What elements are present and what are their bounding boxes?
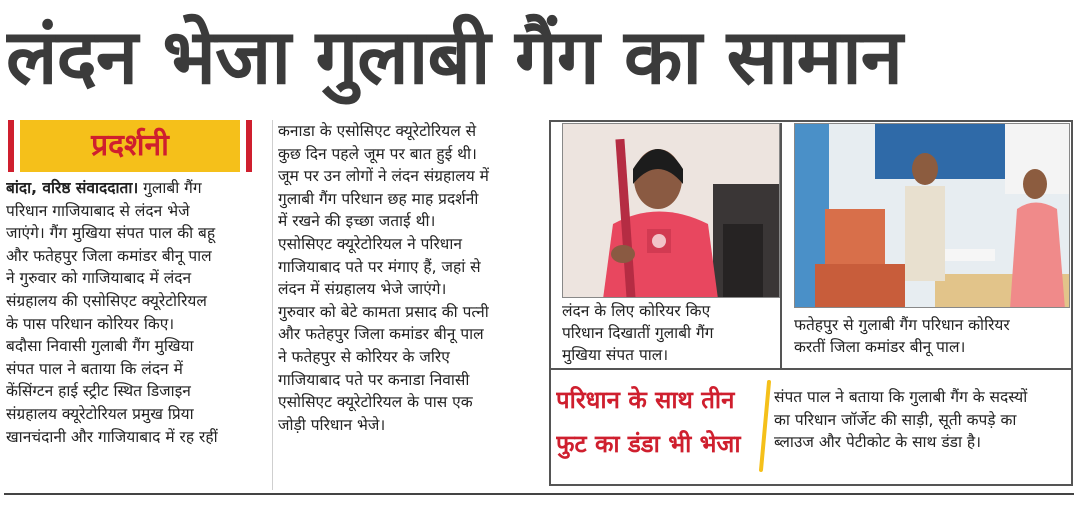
caption-line: करतीं जिला कमांडर बीनू पाल। [794, 338, 966, 356]
column-line: कनाडा के एसोसिएट क्यूरेटोरियल से [278, 122, 477, 140]
article-column-2 [278, 120, 538, 490]
photo-courier-office [794, 123, 1070, 308]
column-line: और फतेहपुर जिला कमांडर बीनू पाल [278, 325, 484, 344]
column-line [6, 177, 268, 200]
inset-heading [556, 378, 756, 474]
column-line: में रखने की इच्छा जताई थी। [278, 212, 436, 231]
column-line: ने गुरुवार को गाजियाबाद में लंदन [6, 269, 192, 288]
column-line: गुलाबी गैंग परिधान छह माह प्रदर्शनी [278, 189, 479, 208]
column-line: परिधान गाजियाबाद से लंदन भेजे [6, 201, 190, 220]
inset-divider [551, 368, 1071, 370]
yellow-slash-icon [756, 380, 772, 472]
column-text: गुलाबी गैंग [143, 179, 202, 197]
column-line: गुरुवार को बेटे कामता प्रसाद की पत्नी [278, 302, 489, 321]
column-line: संग्रहालय की एसोसिएट क्यूरेटोरियल [6, 291, 207, 310]
column-line: ने फतेहपुर से कोरियर के जरिए [278, 347, 450, 366]
kicker-bar-right [246, 120, 252, 172]
column-line: एसोसिएट क्यूरेटोरियल के पास एक [278, 393, 473, 412]
section-kicker [8, 120, 252, 172]
bottom-rule [4, 493, 1074, 495]
column-line: कुछ दिन पहले जूम पर बात हुई थी। [278, 144, 477, 163]
article-column-1 [6, 177, 268, 487]
column-line: संग्रहालय क्यूरेटोरियल प्रमुख प्रिया [6, 404, 194, 423]
column-divider [272, 120, 273, 490]
photo2-caption [794, 314, 1070, 360]
caption-line: परिधान दिखातीं गुलाबी गैंग [562, 324, 714, 342]
inset-line: ब्लाउज और पेटीकोट के साथ डंडा है। [774, 433, 982, 452]
column-line: संपत पाल ने बताया कि लंदन में [6, 359, 183, 378]
column-line: गाजियाबाद पते पर कनाडा निवासी [278, 370, 470, 389]
dateline: बांदा, वरिष्ठ संवाददाता। [6, 179, 139, 197]
headline: लंदन भेजा गुलाबी गैंग का सामान [6, 12, 902, 101]
column-line: एसोसिएट क्यूरेटोरियल ने परिधान [278, 234, 462, 253]
column-line: केंसिंग्टन हाई स्ट्रीट स्थित डिजाइन [6, 382, 191, 401]
caption-line: फतेहपुर से गुलाबी गैंग परिधान कोरियर [794, 316, 1010, 334]
kicker-label: प्रदर्शनी [20, 120, 240, 172]
photo1-caption [562, 300, 782, 366]
caption-line: मुखिया संपत पाल। [562, 346, 669, 364]
column-line: जाएंगे। गैंग मुखिया संपत पाल की बहू [6, 224, 216, 243]
column-line: के पास परिधान कोरियर किए। [6, 314, 175, 333]
photo-sampat-pal [562, 123, 780, 298]
column-line: बदौसा निवासी गुलाबी गैंग मुखिया [6, 337, 194, 356]
photo-divider [780, 123, 782, 368]
column-line: और फतेहपुर जिला कमांडर बीनू पाल [6, 246, 212, 265]
caption-line: लंदन के लिए कोरियर किए [562, 302, 711, 320]
inset-heading-line: फुट का डंडा भी भेजा [556, 430, 741, 458]
inset-heading-line: परिधान के साथ तीन [556, 386, 735, 414]
kicker-bar-left [8, 120, 14, 172]
column-line: लंदन में संग्रहालय भेजे जाएंगे। [278, 280, 447, 299]
column-line: गाजियाबाद पते पर मंगाए हैं, जहां से [278, 257, 481, 276]
column-line: खानचंदानी और गाजियाबाद में रह रहीं [6, 427, 218, 446]
column-line: जूम पर उन लोगों ने लंदन संग्रहालय में [278, 167, 489, 186]
column-line: जोड़ी परिधान भेजे। [278, 415, 386, 434]
inset-line: संपत पाल ने बताया कि गुलाबी गैंग के सदस्यों [774, 388, 1028, 406]
inset-line: का परिधान जॉर्जेट की साड़ी, सूती कपड़े का [774, 410, 1017, 429]
inset-text [774, 386, 1072, 476]
